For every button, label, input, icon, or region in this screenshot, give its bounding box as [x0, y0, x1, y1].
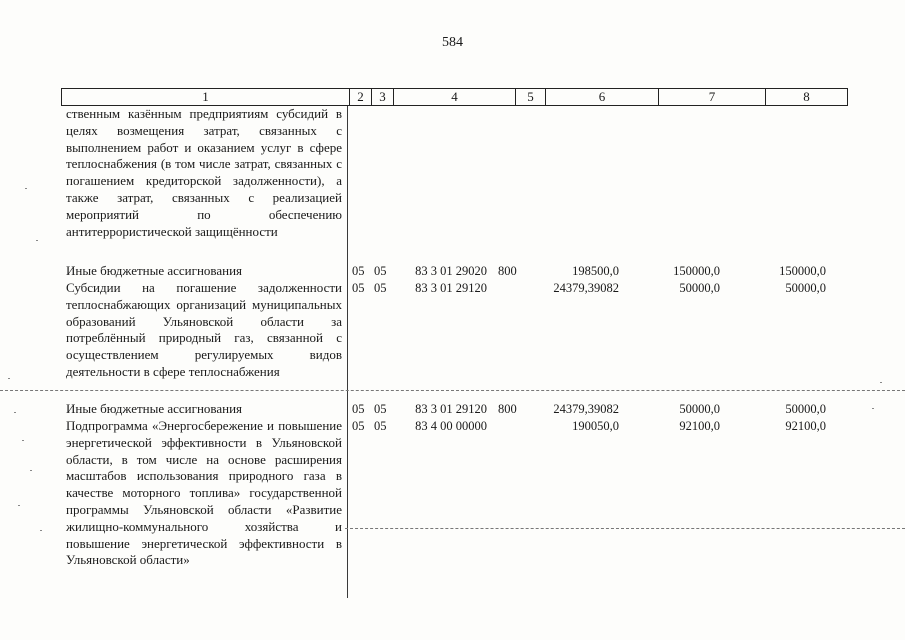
row-description: Иные бюджетные ассигнования [66, 263, 243, 278]
cell-year2: 92100,0 [679, 419, 720, 433]
table-header-row [61, 88, 848, 106]
scan-artifact-line [345, 528, 905, 529]
row-description: Подпрограмма «Энергосбережение и повышение энергетической эффективности в Ульяновской области, в том числе на основе расширения масштабов использования природного газа в качестве моторного топлива» государственной программы Ульяновской области «Развитие жилищно-коммунального хозяйства и повышение энергетической эффективности в Ульяновской области» [66, 418, 342, 568]
header-col-6: 6 [545, 89, 658, 105]
scan-speck [40, 530, 42, 531]
cell-year3: 92100,0 [785, 419, 826, 433]
header-col-7: 7 [658, 89, 765, 105]
scan-speck [872, 408, 874, 409]
cell-year3: 50000,0 [785, 402, 826, 416]
cell-vr: 800 [498, 264, 517, 278]
scan-speck [14, 412, 16, 413]
scan-speck [880, 382, 882, 383]
cell-csr: 83 3 01 29120 [415, 281, 487, 295]
cell-csr: 83 4 00 00000 [415, 419, 487, 433]
cell-pr: 05 [374, 264, 387, 278]
cell-year1: 24379,39082 [553, 281, 619, 295]
row-description: Субсидии на погашение задолженности теплоснабжающих организаций муниципальных образований Ульяновской области за потреблённый природный газ, связанной с осуществлением регулируемых видов деятельности в сфере теплоснабжения [66, 280, 342, 379]
scan-speck [36, 240, 38, 241]
header-col-5: 5 [515, 89, 545, 105]
row-description: Иные бюджетные ассигнования [66, 401, 243, 416]
page-number: 584 [442, 35, 463, 50]
column-divider [347, 106, 348, 598]
cell-year2: 50000,0 [679, 281, 720, 295]
scan-speck [30, 470, 32, 471]
cell-year2: 50000,0 [679, 402, 720, 416]
header-col-3: 3 [371, 89, 393, 105]
scan-speck [18, 505, 20, 506]
cell-csr: 83 3 01 29120 [415, 402, 487, 416]
scan-speck [25, 188, 27, 189]
cell-pr: 05 [374, 281, 387, 295]
cell-rz: 05 [352, 264, 365, 278]
cell-csr: 83 3 01 29020 [415, 264, 487, 278]
scan-artifact-line [0, 390, 905, 391]
cell-year1: 24379,39082 [553, 402, 619, 416]
header-col-4: 4 [393, 89, 515, 105]
cell-rz: 05 [352, 281, 365, 295]
cell-year1: 190050,0 [572, 419, 619, 433]
cell-year2: 150000,0 [673, 264, 720, 278]
header-col-8: 8 [765, 89, 847, 105]
cell-year3: 150000,0 [779, 264, 826, 278]
cell-pr: 05 [374, 402, 387, 416]
header-col-1: 1 [202, 89, 209, 104]
cell-rz: 05 [352, 419, 365, 433]
row-description: ственным казённым предприятиям субсидий в целях возмещения затрат, связанных с выполнением работ и оказанием услуг в сфере теплоснабжения (в том числе затрат, связанных с погашением кредиторской задолженности), а также затрат, связанных с реализацией мероприятий по обеспечению антитеррористической защищённости [66, 106, 342, 239]
cell-pr: 05 [374, 419, 387, 433]
header-col-2: 2 [349, 89, 371, 105]
cell-year3: 50000,0 [785, 281, 826, 295]
cell-rz: 05 [352, 402, 365, 416]
scan-speck [8, 378, 10, 379]
cell-vr: 800 [498, 402, 517, 416]
scan-speck [22, 440, 24, 441]
cell-year1: 198500,0 [572, 264, 619, 278]
